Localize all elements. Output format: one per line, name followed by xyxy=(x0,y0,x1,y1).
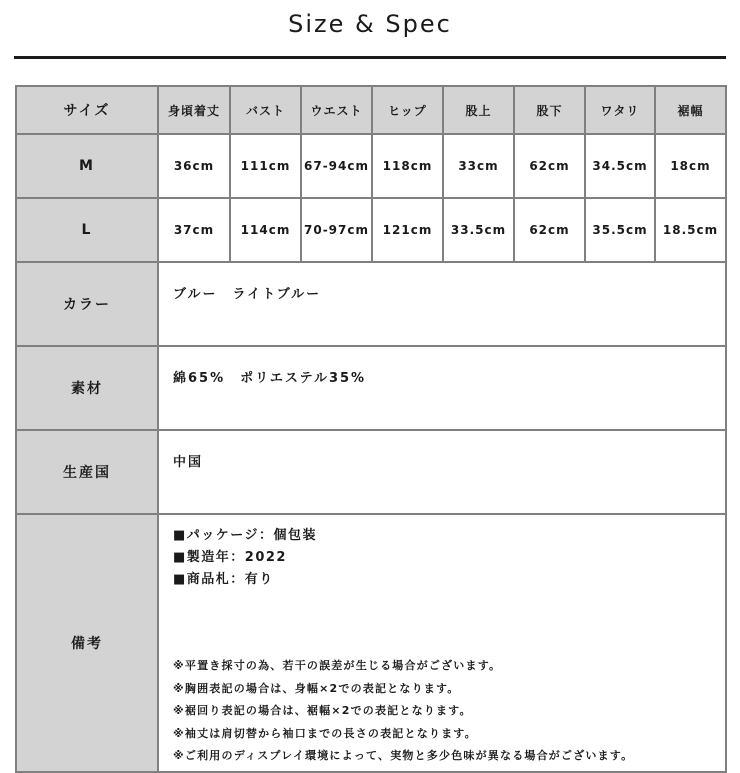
table-cell: 114cm xyxy=(230,198,301,262)
table-cell: 33.5cm xyxy=(443,198,514,262)
note-item: ※裾回り表記の場合は、裾幅×2での表記となります。 xyxy=(173,704,472,717)
size-label: L xyxy=(16,198,158,262)
material-label: 素材 xyxy=(16,346,158,430)
color-label: カラー xyxy=(16,262,158,346)
column-header: ヒップ xyxy=(372,86,443,134)
list-item: ■製造年：2022 xyxy=(173,550,287,565)
table-cell: 62cm xyxy=(514,134,585,198)
title-divider xyxy=(14,56,726,59)
column-header: 股下 xyxy=(514,86,585,134)
note-item: ※ご利用のディスプレイ環境によって、実物と多少色味が異なる場合がございます。 xyxy=(173,749,634,762)
note-item: ※袖丈は肩切替から袖口までの長さの表記となります。 xyxy=(173,726,477,740)
column-header: 股上 xyxy=(443,86,514,134)
table-cell: 37cm xyxy=(158,198,230,262)
column-header: ワタリ xyxy=(585,86,655,134)
list-item: ■パッケージ：個包装 xyxy=(173,528,318,543)
table-cell: 70-97cm xyxy=(301,198,372,262)
color-value: ブルー ライトブルー xyxy=(158,262,726,346)
size-row-l xyxy=(16,198,726,262)
remarks-label: 備考 xyxy=(16,514,158,772)
table-cell: 118cm xyxy=(372,134,443,198)
color-row xyxy=(16,262,726,346)
size-row-m xyxy=(16,134,726,198)
remarks-cell xyxy=(158,514,726,772)
size-label: M xyxy=(16,134,158,198)
column-header: 裾幅 xyxy=(655,86,726,134)
notes-list xyxy=(173,655,633,768)
table-cell: 121cm xyxy=(372,198,443,262)
column-header: ウエスト xyxy=(301,86,372,134)
table-cell: 33cm xyxy=(443,134,514,198)
material-row xyxy=(16,346,726,430)
table-cell: 62cm xyxy=(514,198,585,262)
column-header: バスト xyxy=(230,86,301,134)
table-cell: 36cm xyxy=(158,134,230,198)
header-row xyxy=(16,86,726,134)
table-cell: 35.5cm xyxy=(585,198,655,262)
material-value: 綿65% ポリエステル35% xyxy=(158,346,726,430)
note-item: ※平置き採寸の為、若干の誤差が生じる場合がございます。 xyxy=(173,659,502,672)
origin-value: 中国 xyxy=(158,430,726,514)
table-cell: 18cm xyxy=(655,134,726,198)
origin-row xyxy=(16,430,726,514)
table-cell: 67-94cm xyxy=(301,134,372,198)
package-info-list xyxy=(173,525,317,591)
origin-label: 生産国 xyxy=(16,430,158,514)
list-item: ■商品札：有り xyxy=(173,572,274,587)
size-header-label: サイズ xyxy=(16,86,158,134)
note-item: ※胸囲表記の場合は、身幅×2での表記となります。 xyxy=(173,681,460,695)
table-cell: 18.5cm xyxy=(655,198,726,262)
table-cell: 111cm xyxy=(230,134,301,198)
column-header: 身頃着丈 xyxy=(158,86,230,134)
remarks-row xyxy=(16,514,726,772)
table-cell: 34.5cm xyxy=(585,134,655,198)
page-title: Size & Spec xyxy=(288,10,452,38)
size-spec-table xyxy=(15,85,727,773)
